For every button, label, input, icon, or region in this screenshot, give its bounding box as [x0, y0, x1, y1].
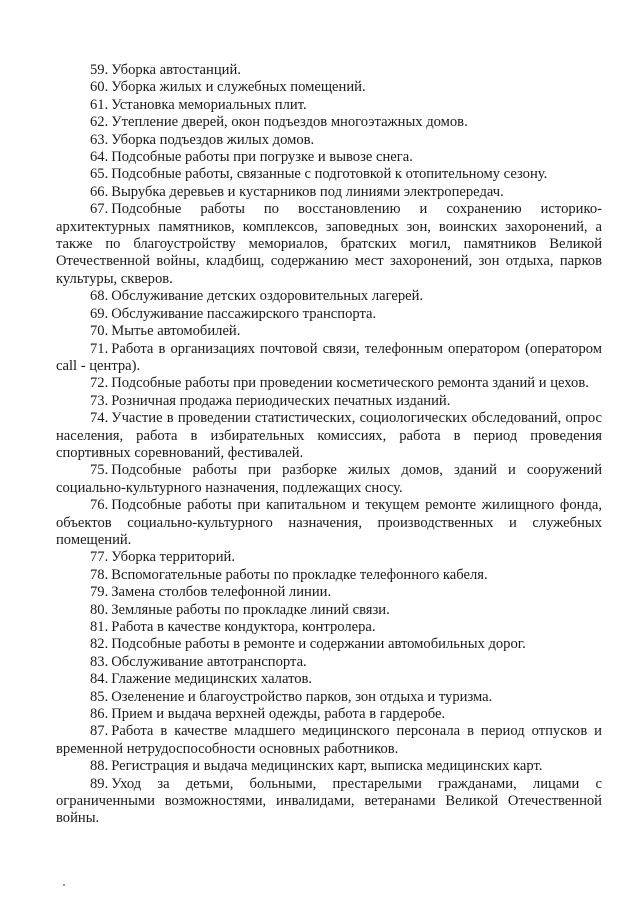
list-item	[56, 323, 602, 340]
item-number: 68.	[90, 288, 109, 305]
item-text: Подсобные работы, связанные с подготовкой к отопительному сезону.	[111, 166, 548, 183]
list-item	[56, 97, 602, 114]
item-text: Глажение медицинских халатов.	[111, 671, 313, 688]
item-number: 89.	[90, 775, 109, 792]
list-item	[56, 567, 602, 584]
list-item	[56, 288, 602, 305]
list-item	[56, 776, 602, 828]
item-number: 66.	[90, 183, 109, 200]
item-number: 69.	[90, 305, 109, 322]
item-text: Установка мемориальных плит.	[111, 96, 307, 113]
item-number: 59.	[90, 62, 109, 78]
item-text: Обслуживание пассажирского транспорта.	[111, 305, 377, 322]
item-text: Работа в организациях почтовой связи, телефонным оператором (оператором call - центра).	[56, 340, 602, 374]
item-text: Подсобные работы при капитальном и текущем ремонте жилищного фонда, объектов социально-культурного назначения, производственных и служебных помещений.	[56, 497, 602, 548]
item-number: 83.	[90, 653, 109, 670]
item-number: 61.	[90, 96, 109, 113]
item-text: Замена столбов телефонной линии.	[111, 584, 332, 601]
list-item	[56, 306, 602, 323]
item-number: 77.	[90, 549, 109, 566]
list-item	[56, 497, 602, 549]
item-text: Участие в проведении статистических, социологических обследований, опрос населения, работа в избирательных комиссиях, работа в период проведения спортивных соревнований, фестивалей.	[56, 410, 602, 461]
item-text: Озеленение и благоустройство парков, зон отдыха и туризма.	[111, 688, 493, 705]
list-item	[56, 671, 602, 688]
item-number: 62.	[90, 114, 109, 131]
item-text: Уборка подъездов жилых домов.	[111, 131, 315, 148]
list-item	[56, 184, 602, 201]
document-page	[56, 62, 602, 828]
list-item	[56, 706, 602, 723]
list-item	[56, 619, 602, 636]
item-text: Работа в качестве кондуктора, контролера.	[111, 619, 376, 635]
item-text: Вспомогательные работы по прокладке телефонного кабеля.	[111, 566, 488, 583]
item-number: 73.	[90, 392, 109, 409]
item-text: Регистрация и выдача медицинских карт, выписка медицинских карт.	[111, 758, 543, 775]
item-number: 65.	[90, 166, 109, 183]
item-text: Обслуживание автотранспорта.	[111, 653, 307, 670]
list-item	[56, 393, 602, 410]
item-number: 87.	[90, 723, 109, 740]
item-text: Подсобные работы при разборке жилых домов, зданий и сооружений социально-культурного назначения, подлежащих сносу.	[56, 462, 602, 496]
item-text: Обслуживание детских оздоровительных лагерей.	[111, 288, 424, 305]
item-number: 63.	[90, 131, 109, 148]
list-item	[56, 375, 602, 392]
scan-dot	[63, 884, 65, 886]
item-number: 70.	[90, 323, 109, 340]
list-item	[56, 636, 602, 653]
list-item	[56, 654, 602, 671]
item-text: Подсобные работы при проведении косметического ремонта зданий и цехов.	[111, 375, 589, 392]
item-number: 88.	[90, 758, 109, 775]
item-text: Уход за детьми, больными, престарелыми гражданами, лицами с ограниченными возможностями, инвалидами, ветеранами Великой Отечественной войны.	[56, 775, 602, 827]
list-item	[56, 149, 602, 166]
item-number: 71.	[90, 340, 109, 357]
item-number: 60.	[90, 79, 109, 96]
item-text: Прием и выдача верхней одежды, работа в гардеробе.	[111, 706, 446, 723]
item-number: 81.	[90, 619, 109, 635]
item-text: Вырубка деревьев и кустарников под линиями электропередач.	[111, 183, 504, 200]
item-text: Уборка территорий.	[111, 549, 235, 566]
item-text: Мытье автомобилей.	[111, 323, 241, 340]
list-item	[56, 166, 602, 183]
item-text: Земляные работы по прокладке линий связи.	[111, 601, 390, 618]
list-item	[56, 132, 602, 149]
item-list	[56, 62, 602, 828]
list-item	[56, 602, 602, 619]
item-text: Уборка автостанций.	[111, 62, 241, 78]
item-number: 82.	[90, 636, 109, 653]
list-item	[56, 462, 602, 497]
item-number: 84.	[90, 671, 109, 688]
item-number: 85.	[90, 688, 109, 705]
item-number: 86.	[90, 706, 109, 723]
list-item	[56, 584, 602, 601]
item-number: 76.	[90, 497, 109, 514]
item-text: Подсобные работы в ремонте и содержании автомобильных дорог.	[111, 636, 526, 653]
item-text: Розничная продажа периодических печатных изданий.	[111, 392, 451, 409]
item-text: Работа в качестве младшего медицинского персонала в период отпусков и временной нетрудоспособности основных работников.	[56, 723, 602, 757]
list-item	[56, 689, 602, 706]
item-number: 80.	[90, 601, 109, 618]
list-item	[56, 758, 602, 775]
item-text: Подсобные работы по восстановлению и сохранению историко-архитектурных памятников, комплексов, заповедных зон, воинских захоронений, а также по благоустройству мемориалов, братских могил, памятников Великой Отечественной войны, кладбищ, содержанию мест захоронений, зон отдыха, парков культуры, скверов.	[56, 201, 602, 287]
item-number: 75.	[90, 462, 109, 479]
list-item	[56, 723, 602, 758]
item-number: 79.	[90, 584, 109, 601]
item-number: 74.	[90, 410, 109, 427]
list-item	[56, 114, 602, 131]
item-number: 78.	[90, 566, 109, 583]
item-number: 67.	[90, 201, 109, 218]
list-item	[56, 62, 602, 79]
list-item	[56, 549, 602, 566]
item-text: Уборка жилых и служебных помещений.	[111, 79, 366, 96]
item-number: 64.	[90, 149, 109, 166]
item-text: Подсобные работы при погрузке и вывозе снега.	[111, 149, 413, 166]
item-text: Утепление дверей, окон подъездов многоэтажных домов.	[111, 114, 468, 131]
list-item	[56, 201, 602, 288]
item-number: 72.	[90, 375, 109, 392]
list-item	[56, 341, 602, 376]
list-item	[56, 79, 602, 96]
list-item	[56, 410, 602, 462]
